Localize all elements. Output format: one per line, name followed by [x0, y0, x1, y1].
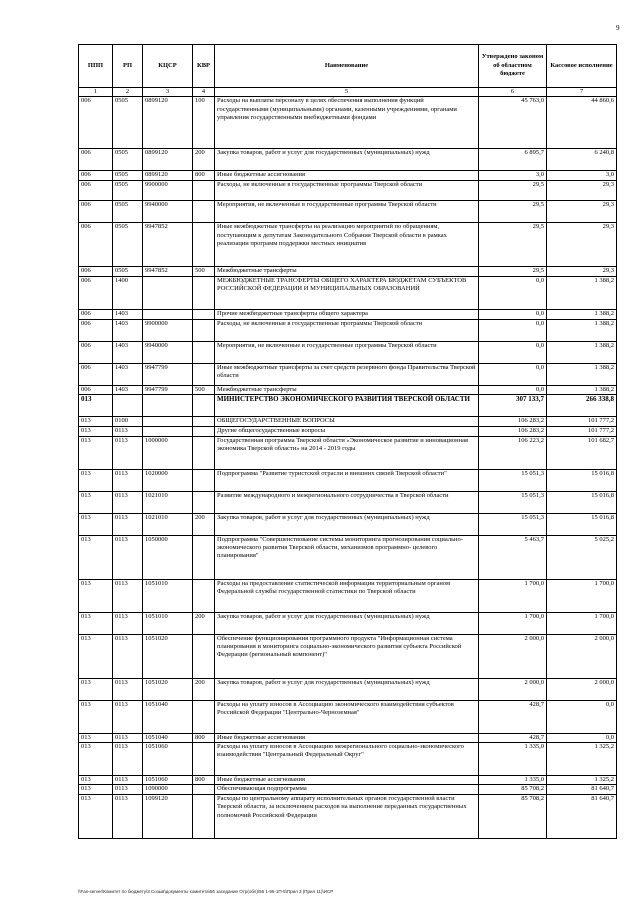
cell-executed: 0,0: [547, 700, 617, 733]
table-row: [79, 436, 617, 469]
cell-rp: 0505: [113, 267, 143, 276]
cell-name: Прочие межбюджетные трансферты общего характера: [215, 309, 479, 319]
cell-kvr: [193, 201, 215, 223]
header-ppp: ППП: [79, 45, 113, 88]
cell-ppp: 013: [79, 733, 113, 742]
cell-rp: 0113: [113, 535, 143, 579]
col-number: 7: [547, 88, 617, 97]
cell-name: Иные межбюджетные трансферты на реализацию мероприятий по обращениям, поступающим к депутатам Законодательного Собрания Тверской области в рамках реализации программ поддержки местных инициатив: [215, 223, 479, 267]
cell-executed: 1 388,2: [547, 319, 617, 341]
cell-kcsr: [143, 417, 193, 427]
table-row: [79, 513, 617, 535]
cell-kvr: [193, 417, 215, 427]
table-row: [79, 469, 617, 491]
cell-ppp: 013: [79, 427, 113, 436]
cell-name: Межбюджетные трансферты: [215, 385, 479, 394]
cell-approved: 0,0: [479, 276, 547, 309]
page-number: 9: [616, 24, 620, 32]
cell-executed: 29,3: [547, 267, 617, 276]
cell-kcsr: [143, 395, 193, 417]
table-row: [79, 385, 617, 394]
column-number-row: [79, 88, 617, 97]
cell-executed: 1 325,2: [547, 743, 617, 776]
cell-kcsr: 1051020: [143, 678, 193, 700]
cell-kcsr: 9947852: [143, 267, 193, 276]
cell-executed: 29,3: [547, 223, 617, 267]
table-row: [79, 794, 617, 838]
budget-table: [78, 44, 617, 839]
table-row: [79, 223, 617, 267]
cell-executed: 1 388,2: [547, 276, 617, 309]
cell-kvr: [193, 743, 215, 776]
cell-kvr: 800: [193, 171, 215, 181]
cell-kvr: 200: [193, 678, 215, 700]
cell-rp: 1403: [113, 363, 143, 385]
cell-name: Другие общегосударственные вопросы: [215, 427, 479, 436]
cell-kcsr: 1051010: [143, 612, 193, 634]
cell-approved: 106 283,2: [479, 427, 547, 436]
cell-name: Государственная программа Тверской области «Экономическое развитие и инновационная экономика Тверской области» на 2014 - 2019 годы: [215, 436, 479, 469]
cell-executed: 101 777,2: [547, 417, 617, 427]
cell-kcsr: 1051040: [143, 700, 193, 733]
col-number: 2: [113, 88, 143, 97]
cell-rp: 0113: [113, 612, 143, 634]
table-row: [79, 149, 617, 171]
cell-name: Расходы, не включенные в государственные программы Тверской области: [215, 181, 479, 201]
cell-approved: 1 335,0: [479, 743, 547, 776]
cell-approved: 6 895,7: [479, 149, 547, 171]
cell-kvr: 200: [193, 612, 215, 634]
cell-kvr: [193, 785, 215, 794]
cell-ppp: 013: [79, 417, 113, 427]
cell-rp: 0505: [113, 97, 143, 149]
header-kvr: КВР: [193, 45, 215, 88]
cell-approved: 2 000,0: [479, 634, 547, 678]
cell-kcsr: 9900000: [143, 319, 193, 341]
cell-ppp: 013: [79, 776, 113, 785]
cell-executed: 1 388,2: [547, 309, 617, 319]
cell-rp: [113, 395, 143, 417]
cell-approved: 307 133,7: [479, 395, 547, 417]
table-row: [79, 579, 617, 612]
cell-kcsr: 1021010: [143, 513, 193, 535]
cell-name: Иные бюджетные ассигнования: [215, 733, 479, 742]
cell-ppp: 006: [79, 319, 113, 341]
cell-kcsr: 1051060: [143, 743, 193, 776]
cell-kvr: [193, 341, 215, 363]
cell-ppp: 006: [79, 223, 113, 267]
cell-ppp: 013: [79, 535, 113, 579]
table-row: [79, 363, 617, 385]
cell-kcsr: 1051040: [143, 733, 193, 742]
table-row: [79, 341, 617, 363]
cell-executed: 3,0: [547, 171, 617, 181]
cell-approved: 15 051,3: [479, 491, 547, 513]
cell-executed: 6 240,8: [547, 149, 617, 171]
cell-executed: 0,0: [547, 733, 617, 742]
cell-executed: 29,3: [547, 181, 617, 201]
cell-executed: 5 025,2: [547, 535, 617, 579]
col-number: 5: [215, 88, 479, 97]
cell-kvr: 800: [193, 733, 215, 742]
table-body: [79, 97, 617, 838]
cell-rp: 0113: [113, 785, 143, 794]
cell-ppp: 013: [79, 794, 113, 838]
cell-name: Расходы на уплату взносов в Ассоциацию межрегионального социально-экономического взаимодействия "Центральный Федеральный Округ": [215, 743, 479, 776]
table-row: [79, 634, 617, 678]
cell-name: Иные межбюджетные трансферты за счет средств резервного фонда Правительства Тверской области: [215, 363, 479, 385]
cell-executed: 44 860,6: [547, 97, 617, 149]
cell-approved: 0,0: [479, 363, 547, 385]
cell-executed: 1 700,0: [547, 579, 617, 612]
table-row: [79, 733, 617, 742]
table-row: [79, 201, 617, 223]
table-row: [79, 267, 617, 276]
cell-name: Обеспечение функционирования программного продукта "Информационная система планирования и мониторинга социально-экономического развития субъекта Российской Федерации (региональный компонент)": [215, 634, 479, 678]
cell-name: МЕЖБЮДЖЕТНЫЕ ТРАНСФЕРТЫ ОБЩЕГО ХАРАКТЕРА БЮДЖЕТАМ СУБЪЕКТОВ РОССИЙСКОЙ ФЕДЕРАЦИИ И МУНИЦИПАЛЬНЫХ ОБРАЗОВАНИЙ: [215, 276, 479, 309]
cell-rp: 0100: [113, 417, 143, 427]
cell-approved: 29,5: [479, 223, 547, 267]
header-rp: РП: [113, 45, 143, 88]
cell-rp: 0505: [113, 181, 143, 201]
cell-executed: 29,3: [547, 201, 617, 223]
cell-executed: 2 000,0: [547, 678, 617, 700]
cell-ppp: 006: [79, 276, 113, 309]
cell-executed: 101 777,2: [547, 427, 617, 436]
header-name: Наименование: [215, 45, 479, 88]
cell-kcsr: 1051020: [143, 634, 193, 678]
table-row: [79, 417, 617, 427]
table-row: [79, 276, 617, 309]
cell-ppp: 013: [79, 678, 113, 700]
cell-approved: 0,0: [479, 341, 547, 363]
cell-name: Мероприятия, не включенные в государственные программы Тверской области: [215, 341, 479, 363]
cell-kvr: [193, 181, 215, 201]
cell-rp: 0113: [113, 427, 143, 436]
cell-kcsr: 9940000: [143, 201, 193, 223]
cell-kvr: [193, 276, 215, 309]
cell-name: Закупка товаров, работ и услуг для государственных (муниципальных) нужд: [215, 149, 479, 171]
cell-approved: 428,7: [479, 733, 547, 742]
col-number: 3: [143, 88, 193, 97]
cell-kvr: [193, 469, 215, 491]
cell-executed: 1 388,2: [547, 363, 617, 385]
cell-approved: 106 223,2: [479, 436, 547, 469]
cell-ppp: 013: [79, 612, 113, 634]
cell-name: Расходы на уплату взносов в Ассоциацию экономического взаимодействия субъектов Российской Федерации "Центрально-Черноземная": [215, 700, 479, 733]
cell-approved: 1 700,0: [479, 612, 547, 634]
cell-ppp: 006: [79, 363, 113, 385]
cell-kcsr: 9900000: [143, 181, 193, 201]
cell-kvr: [193, 395, 215, 417]
cell-name: Подпрограмма "Совершенствование системы мониторинга прогнозирования социально-экономического развития Тверской области, механизмов программно- целевого планирования": [215, 535, 479, 579]
cell-kcsr: 1020000: [143, 469, 193, 491]
cell-executed: 1 388,2: [547, 341, 617, 363]
cell-rp: 0113: [113, 579, 143, 612]
cell-ppp: 013: [79, 469, 113, 491]
cell-approved: 29,5: [479, 181, 547, 201]
cell-kcsr: [143, 309, 193, 319]
cell-name: Расходы на предоставление статистической информации территориальным органом Федеральной службы государственной статистики по Тверской области: [215, 579, 479, 612]
cell-name: Расходы по центральному аппарату исполнительных органов государственной власти Тверской области, за исключением расходов на выполнение переданных государственных полномочий Российской Федерации: [215, 794, 479, 838]
cell-ppp: 006: [79, 97, 113, 149]
cell-name: Иные бюджетные ассигнования: [215, 776, 479, 785]
table-row: [79, 427, 617, 436]
cell-rp: 0113: [113, 733, 143, 742]
cell-rp: 0113: [113, 794, 143, 838]
table-row: [79, 491, 617, 513]
cell-executed: 1 388,2: [547, 385, 617, 394]
cell-kvr: 500: [193, 385, 215, 394]
cell-kvr: 200: [193, 513, 215, 535]
cell-executed: 15 016,8: [547, 513, 617, 535]
cell-ppp: 006: [79, 309, 113, 319]
cell-name: Закупка товаров, работ и услуг для государственных (муниципальных) нужд: [215, 678, 479, 700]
cell-ppp: 006: [79, 181, 113, 201]
cell-executed: 2 000,0: [547, 634, 617, 678]
cell-rp: 0113: [113, 678, 143, 700]
table-row: [79, 319, 617, 341]
cell-name: Расходы на выплаты персоналу в целях обеспечения выполнения функций государственными (муниципальными) органами, казенными учреждениями, органами управления государственными внебюджетными фондами: [215, 97, 479, 149]
cell-ppp: 013: [79, 395, 113, 417]
cell-kvr: 500: [193, 267, 215, 276]
cell-rp: 0113: [113, 634, 143, 678]
cell-approved: 106 283,2: [479, 417, 547, 427]
table-row: [79, 171, 617, 181]
cell-ppp: 006: [79, 149, 113, 171]
cell-kvr: 100: [193, 97, 215, 149]
cell-kcsr: 9940000: [143, 341, 193, 363]
cell-rp: 0113: [113, 436, 143, 469]
cell-executed: 81 640,7: [547, 794, 617, 838]
cell-executed: 1 325,2: [547, 776, 617, 785]
cell-kvr: 200: [193, 149, 215, 171]
cell-ppp: 006: [79, 171, 113, 181]
col-number: 1: [79, 88, 113, 97]
table-row: [79, 612, 617, 634]
cell-approved: 85 708,2: [479, 794, 547, 838]
cell-name: Подпрограмма "Развитие туристской отрасли и внешних связей Тверской области": [215, 469, 479, 491]
cell-kvr: [193, 309, 215, 319]
cell-name: МИНИСТЕРСТВО ЭКОНОМИЧЕСКОГО РАЗВИТИЯ ТВЕРСКОЙ ОБЛАСТИ: [215, 395, 479, 417]
table-row: [79, 535, 617, 579]
cell-kvr: [193, 223, 215, 267]
cell-kvr: [193, 700, 215, 733]
table-row: [79, 181, 617, 201]
cell-approved: 2 000,0: [479, 678, 547, 700]
table-row: [79, 678, 617, 700]
cell-kcsr: 1090000: [143, 785, 193, 794]
cell-ppp: 013: [79, 579, 113, 612]
cell-approved: 85 708,2: [479, 785, 547, 794]
cell-ppp: 013: [79, 634, 113, 678]
cell-kcsr: 1051060: [143, 776, 193, 785]
cell-rp: 0113: [113, 491, 143, 513]
table-row: [79, 97, 617, 149]
cell-rp: 0113: [113, 743, 143, 776]
cell-executed: 1 700,0: [547, 612, 617, 634]
cell-kvr: [193, 363, 215, 385]
cell-executed: 101 682,7: [547, 436, 617, 469]
cell-rp: 0505: [113, 149, 143, 171]
cell-kcsr: 1099120: [143, 794, 193, 838]
cell-approved: 1 700,0: [479, 579, 547, 612]
cell-kvr: [193, 579, 215, 612]
header-kcsr: КЦСР: [143, 45, 193, 88]
col-number: 6: [479, 88, 547, 97]
header-approved: Утверждено законом об областном бюджете: [479, 45, 547, 88]
cell-kcsr: 1021010: [143, 491, 193, 513]
cell-name: Межбюджетные трансферты: [215, 267, 479, 276]
cell-approved: 5 463,7: [479, 535, 547, 579]
cell-rp: 1403: [113, 385, 143, 394]
cell-kvr: [193, 436, 215, 469]
cell-kcsr: 0899120: [143, 97, 193, 149]
cell-kcsr: 9947799: [143, 385, 193, 394]
cell-kcsr: 1000000: [143, 436, 193, 469]
cell-ppp: 006: [79, 385, 113, 394]
cell-name: Обеспечивающая подпрограмма: [215, 785, 479, 794]
table-row: [79, 785, 617, 794]
cell-approved: 29,5: [479, 267, 547, 276]
cell-kcsr: [143, 427, 193, 436]
header-row: [79, 45, 617, 88]
footer-path: \\Fas-server\Комитет по бюджету\3 Созыв\документы комитета\56 заседание Отр(обл)\56 1-96-1П-5\Прил 3 (Прил 11)\ИСР: [78, 889, 334, 894]
cell-kvr: [193, 491, 215, 513]
cell-rp: 0505: [113, 223, 143, 267]
cell-rp: 0113: [113, 700, 143, 733]
cell-ppp: 006: [79, 267, 113, 276]
cell-name: Мероприятия, не включенные в государственные программы Тверской области: [215, 201, 479, 223]
table-row: [79, 743, 617, 776]
cell-ppp: 006: [79, 201, 113, 223]
cell-ppp: 013: [79, 785, 113, 794]
cell-approved: 0,0: [479, 385, 547, 394]
cell-kcsr: 9947852: [143, 223, 193, 267]
cell-ppp: 013: [79, 743, 113, 776]
cell-kcsr: 1051010: [143, 579, 193, 612]
cell-approved: 45 763,0: [479, 97, 547, 149]
cell-approved: 428,7: [479, 700, 547, 733]
table-row: [79, 309, 617, 319]
cell-kcsr: 0899120: [143, 149, 193, 171]
cell-name: Расходы, не включенные в государственные программы Тверской области: [215, 319, 479, 341]
cell-rp: 1403: [113, 341, 143, 363]
cell-name: Закупка товаров, работ и услуг для государственных (муниципальных) нужд: [215, 612, 479, 634]
cell-kvr: 800: [193, 776, 215, 785]
cell-kvr: [193, 634, 215, 678]
cell-executed: 15 016,8: [547, 491, 617, 513]
header-executed: Кассовое исполнение: [547, 45, 617, 88]
cell-approved: 3,0: [479, 171, 547, 181]
table-row: [79, 776, 617, 785]
cell-rp: 0505: [113, 171, 143, 181]
cell-approved: 15 051,3: [479, 469, 547, 491]
cell-name: Закупка товаров, работ и услуг для государственных (муниципальных) нужд: [215, 513, 479, 535]
cell-ppp: 013: [79, 491, 113, 513]
cell-kcsr: [143, 276, 193, 309]
cell-name: ОБЩЕГОСУДАРСТВЕННЫЕ ВОПРОСЫ: [215, 417, 479, 427]
cell-kvr: [193, 794, 215, 838]
col-number: 4: [193, 88, 215, 97]
cell-ppp: 013: [79, 436, 113, 469]
cell-ppp: 013: [79, 700, 113, 733]
cell-ppp: 006: [79, 341, 113, 363]
cell-approved: 1 335,0: [479, 776, 547, 785]
cell-kcsr: 1050000: [143, 535, 193, 579]
cell-approved: 29,5: [479, 201, 547, 223]
cell-rp: 0505: [113, 201, 143, 223]
cell-rp: 1403: [113, 319, 143, 341]
cell-rp: 0113: [113, 469, 143, 491]
cell-executed: 266 338,8: [547, 395, 617, 417]
cell-kvr: [193, 535, 215, 579]
cell-approved: 0,0: [479, 309, 547, 319]
cell-rp: 1403: [113, 309, 143, 319]
cell-kvr: [193, 319, 215, 341]
cell-kcsr: 9947799: [143, 363, 193, 385]
table-row: [79, 700, 617, 733]
cell-kcsr: 0899120: [143, 171, 193, 181]
cell-approved: 0,0: [479, 319, 547, 341]
cell-executed: 81 640,7: [547, 785, 617, 794]
cell-ppp: 013: [79, 513, 113, 535]
cell-executed: 15 016,8: [547, 469, 617, 491]
cell-kvr: [193, 427, 215, 436]
cell-name: Иные бюджетные ассигнования: [215, 171, 479, 181]
cell-name: Развитие международного и межрегионального сотрудничества в Тверской области: [215, 491, 479, 513]
cell-rp: 0113: [113, 776, 143, 785]
cell-approved: 15 051,3: [479, 513, 547, 535]
cell-rp: 1400: [113, 276, 143, 309]
cell-rp: 0113: [113, 513, 143, 535]
table-row: [79, 395, 617, 417]
